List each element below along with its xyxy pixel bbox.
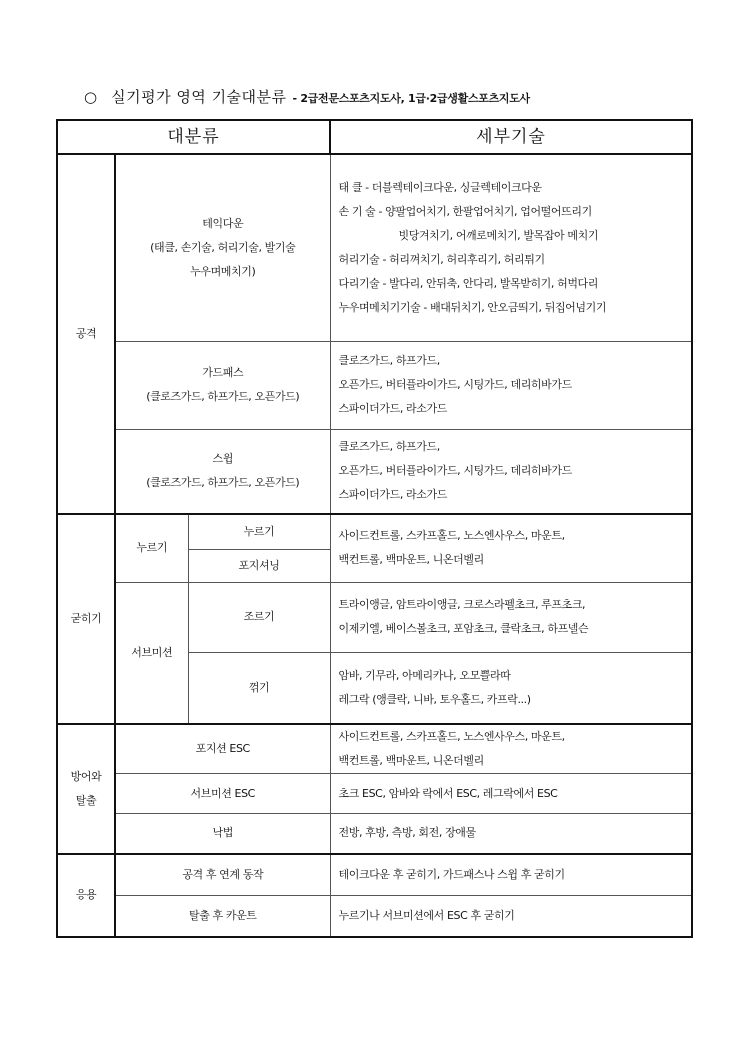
table-row [57, 724, 692, 774]
subcategory-position-esc: 포지션 ESC [115, 724, 330, 774]
detail-line: 다리기술 - 발다리, 안뒤축, 안다리, 발목받히기, 허벅다리 [338, 276, 599, 290]
detail-line: 허리기술 - 허리껴치기, 허리후리기, 허리튀기 [338, 252, 545, 266]
submission-choke: 조르기 [188, 582, 330, 652]
detail-breakfall: 전방, 후방, 측방, 회전, 장애물 [330, 814, 692, 854]
skills-table [56, 119, 693, 938]
detail-line: 암바, 기무라, 아메리카나, 오모쁠라따 [338, 668, 511, 682]
guardpass-label: 가드패스 [202, 366, 244, 379]
detail-line: 손 기 술 - 양팔업어치기, 한팔업어치기, 업어떨어뜨리기 [338, 204, 592, 218]
title-sub: - 2급전문스포츠지도사, 1급·2급생활스포츠지도사 [292, 92, 530, 105]
detail-choke [330, 582, 692, 652]
detail-line: 오픈가드, 버터플라이가드, 시팅가드, 데리히바가드 [338, 464, 572, 478]
detail-sweep [330, 429, 692, 514]
takedown-sub2: 누우며메치기) [190, 264, 256, 278]
header-detail: 세부기술 [330, 120, 692, 154]
pressing-sub-1: 누르기 [188, 514, 330, 549]
detail-lock [330, 652, 692, 724]
pressing-sub-2: 포지셔닝 [188, 549, 330, 582]
table-row [57, 341, 692, 429]
subcategory-guardpass [115, 341, 330, 429]
detail-pressing [330, 514, 692, 582]
subcategory-breakfall: 낙법 [115, 814, 330, 854]
header-row [57, 120, 692, 154]
title-main: 실기평가 영역 기술대분류 [111, 88, 287, 106]
detail-counter: 누르기나 서브미션에서 ESC 후 굳히기 [330, 896, 692, 937]
defense-line-1: 방어와 [70, 769, 102, 783]
detail-line: 백컨트롤, 백마운트, 니온더벨리 [338, 754, 484, 767]
subcategory-sweep [115, 429, 330, 514]
defense-line-2: 탈출 [75, 793, 97, 807]
detail-line: 클로즈가드, 하프가드, [338, 354, 440, 367]
detail-line: 스파이더가드, 라소가드 [338, 402, 447, 415]
table-row [57, 896, 692, 937]
detail-line: 사이드컨트롤, 스카프홀드, 노스엔사우스, 마운트, [338, 529, 565, 543]
detail-line: 트라이앵글, 암트라이앵글, 크로스라펠초크, 루프초크, [338, 598, 586, 611]
table-row [57, 814, 692, 854]
detail-line: 백컨트롤, 백마운트, 니온더벨리 [338, 553, 484, 567]
detail-line: 스파이더가드, 라소가드 [338, 488, 447, 502]
detail-takedown [330, 154, 692, 341]
table-row [57, 154, 692, 341]
table-row [57, 514, 692, 549]
subcategory-submission-esc: 서브미션 ESC [115, 774, 330, 814]
subcategory-takedown [115, 154, 330, 341]
category-application: 응용 [57, 854, 115, 937]
sweep-label: 스윕 [212, 452, 233, 466]
detail-submission-esc: 초크 ESC, 암바와 락에서 ESC, 레그락에서 ESC [330, 774, 692, 814]
detail-guardpass [330, 341, 692, 429]
category-control: 굳히기 [57, 514, 115, 724]
detail-line: 오픈가드, 버터플라이가드, 시팅가드, 데리히바가드 [338, 378, 572, 391]
subcategory-followup: 공격 후 연계 동작 [115, 854, 330, 896]
guardpass-sub: (클로즈가드, 하프가드, 오픈가드) [146, 390, 300, 403]
subcategory-submission: 서브미션 [115, 582, 188, 724]
header-major: 대분류 [57, 120, 330, 154]
takedown-sub: (태클, 손기술, 허리기술, 발기술 [150, 240, 296, 254]
takedown-label: 테익다운 [202, 216, 244, 230]
table-row [57, 774, 692, 814]
submission-lock: 꺾기 [188, 652, 330, 724]
category-attack: 공격 [57, 154, 115, 514]
detail-line: 태 클 - 더블렉테이크다운, 싱글렉테이크다운 [338, 180, 542, 194]
detail-line: 클로즈가드, 하프가드, [338, 440, 440, 454]
detail-position-esc [330, 724, 692, 774]
table-row [57, 854, 692, 896]
table-row [57, 582, 692, 652]
detail-line: 레그락 (앵클락, 니바, 토우홀드, 카프락...) [338, 692, 531, 706]
detail-line: 사이드컨트롤, 스카프홀드, 노스엔사우스, 마운트, [338, 730, 565, 743]
subcategory-pressing: 누르기 [115, 514, 188, 582]
detail-line: 빗당겨치기, 어깨로메치기, 발목잡아 메치기 [398, 228, 599, 242]
detail-line: 누우며메치기기술 - 배대뒤치기, 안오금띄기, 뒤집어넘기기 [338, 300, 607, 314]
subcategory-counter: 탈출 후 카운트 [115, 896, 330, 937]
sweep-sub: (클로즈가드, 하프가드, 오픈가드) [146, 476, 300, 490]
detail-followup: 테이크다운 후 굳히기, 가드패스나 스윕 후 굳히기 [330, 854, 692, 896]
table-row [57, 429, 692, 514]
circle-bullet-icon: ○ [84, 88, 98, 106]
detail-line: 이제키엘, 베이스볼초크, 포암초크, 클락초크, 하프넬슨 [338, 622, 589, 635]
category-defense [57, 724, 115, 854]
section-title [84, 86, 530, 108]
